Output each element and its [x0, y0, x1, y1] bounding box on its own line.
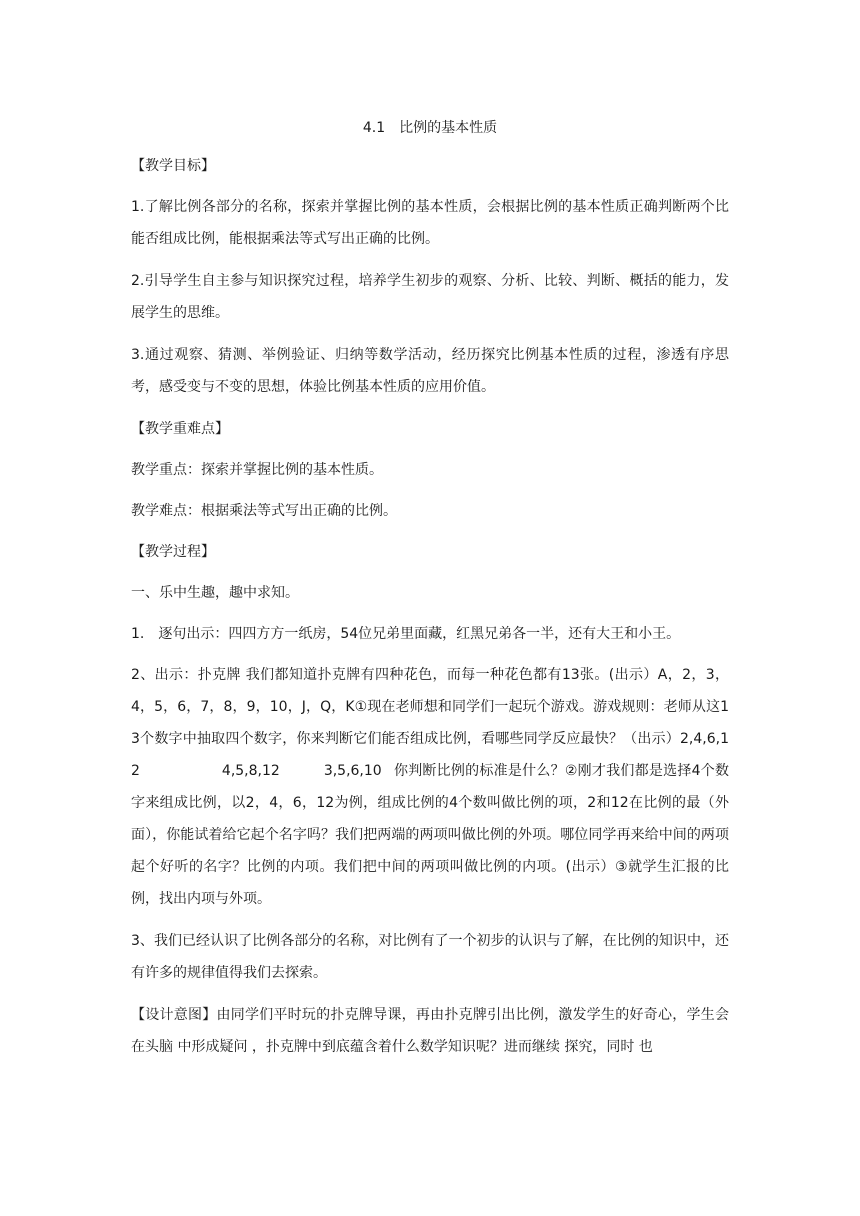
step-2-text-d: 你判断比例的标准是什么？②刚才我们都是选择4个数字来组成比例，以2，4，6，12为例，组成比例的4个数叫做比例的项，2和12在比例的最（外面），你能试着给它起个名字吗？我们把两端的两项叫做比例的外项。哪位同学再来给中间的两项起个好听的名字？比例的内项。我们把中间的两项叫做比例的内项。(出示）③就学生汇报的比例，找出内项与外项。 [131, 763, 729, 907]
step-3: 3、我们已经认识了比例各部分的名称，对比例有了一个初步的认识与了解，在比例的知识中，还有许多的规律值得我们去探索。 [131, 933, 729, 981]
step-2-example-3: 3,5,6,10 [323, 763, 382, 779]
part-1-heading: 一、乐中生趣，趣中求知。 [131, 585, 299, 601]
design-intent: 【设计意图】由同学们平时玩的扑克牌导课，再由扑克牌引出比例，激发学生的好奇心，学生会在头脑 中形成疑问 ，扑克牌中到底蕴含着什么数学知识呢？进而继续 探究，同时 也 [131, 1007, 729, 1055]
document-body [131, 116, 729, 1073]
step-2-text-a: 2、出示：扑克牌 我们都知道扑克牌有四种花色，而每一种花色都有13张。(出示）A，2，3，4，5，6，7，8，9，10，J，Q，K①现在老师想和同学们一起玩个游戏。游戏规则：老师从这13个数字中抽取四个数字，你来判断它们能否组成比例，看哪些同学反应最快？（出示）2,4,6,12 [131, 667, 729, 779]
goals-heading: 【教学目标】 [131, 158, 215, 174]
process-heading: 【教学过程】 [131, 544, 215, 560]
document-title: 4.1 比例的基本性质 [362, 120, 498, 136]
key-point: 教学重点：探索并掌握比例的基本性质。 [131, 462, 383, 478]
key-difficulty-heading: 【教学重难点】 [131, 421, 229, 437]
goal-3: 3.通过观察、猜测、举例验证、归纳等数学活动，经历探究比例基本性质的过程，渗透有序思考，感受变与不变的思想，体验比例基本性质的应用价值。 [131, 347, 729, 395]
step-1: 1. 逐句出示：四四方方一纸房，54位兄弟里面藏，红黑兄弟各一半，还有大王和小王。 [131, 626, 681, 642]
step-2-example-2: 4,5,8,12 [221, 763, 280, 779]
goal-2: 2.引导学生自主参与知识探究过程，培养学生初步的观察、分析、比较、判断、概括的能力，发展学生的思维。 [131, 273, 729, 321]
difficult-point: 教学难点：根据乘法等式写出正确的比例。 [131, 503, 397, 519]
goal-1: 1.了解比例各部分的名称，探索并掌握比例的基本性质，会根据比例的基本性质正确判断两个比能否组成比例，能根据乘法等式写出正确的比例。 [131, 199, 729, 247]
step-2 [131, 659, 729, 915]
